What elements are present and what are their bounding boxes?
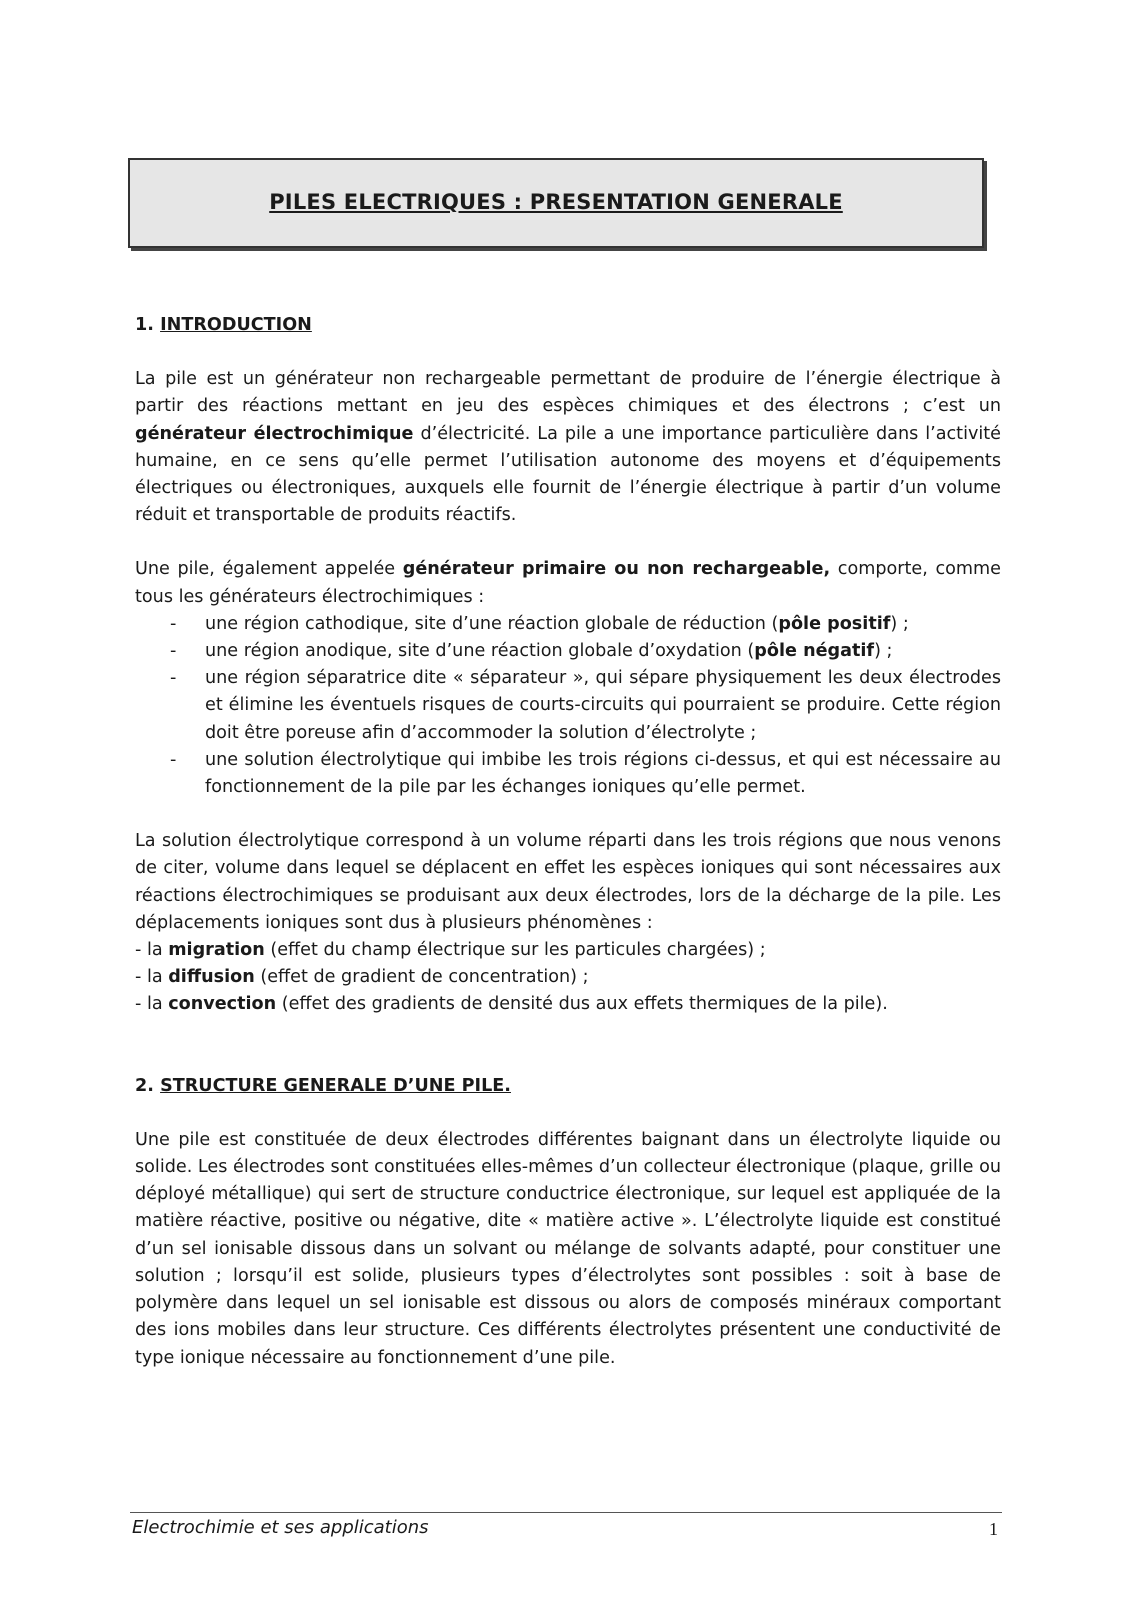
list-item [135,611,1001,638]
text-span: (effet du champ électrique sur les particules chargées) ; [264,940,766,961]
text-span: - la [135,940,169,961]
page-title: PILES ELECTRIQUES : PRESENTATION GENERALE [269,190,843,214]
bold-term: convection [168,994,277,1015]
text-span: ) ; [890,613,909,634]
section2-number: 2. [135,1075,161,1096]
section1-title: INTRODUCTION [160,315,312,335]
dash-bullet: - [170,749,177,770]
section1-paragraph1 [135,366,1001,529]
list-item [135,665,1001,747]
footer-title: Electrochimie et ses applications [132,1517,429,1538]
section1-heading [135,312,1001,339]
page-footer [130,1512,1002,1539]
phenomenon-line [135,964,1001,991]
bold-term: diffusion [168,967,255,988]
title-box [128,158,984,248]
main-content [135,312,1001,1372]
text-span: une solution électrolytique qui imbibe les trois régions ci-dessus, et qui est nécessaire au fonctionnement de la pile par les échanges ioniques qu’elle permet. [205,749,1001,798]
page-number: 1 [989,1519,998,1539]
text-span: Une pile, également appelée [135,559,403,580]
bold-term: générateur primaire ou non rechargeable, [402,559,831,580]
section2-paragraph1: Une pile est constituée de deux électrodes différentes baignant dans un électrolyte liquide ou solide. Les électrodes sont constituées elles-mêmes d’un collecteur électronique (plaque, grille ou déployé métallique) qui sert de structure conductrice électronique, sur lequel est appliquée de la matière réactive, positive ou négative, dite « matière active ». L’électrolyte liquide est constitué d’un sel ionisable dissous dans un solvant ou mélange de solvants adapté, pour constituer une solution ; lorsqu’il est solide, plusieurs types d’électrolytes sont possibles : soit à base de polymère dans lequel un sel ionisable est dissous ou alors de composés minéraux comportant des ions mobiles dans leur structure. Ces différents électrolytes présentent une conductivité de type ionique nécessaire au fonctionnement d’une pile. [135,1129,1001,1368]
text-span: - la [135,967,169,988]
text-span: ) ; [874,641,893,662]
dash-bullet: - [170,668,177,689]
bold-term: générateur électrochimique [135,423,414,444]
phenomenon-line [135,937,1001,964]
text-span: - la [135,994,169,1015]
section1-paragraph2 [135,556,1001,610]
text-span: une région cathodique, site d’une réaction globale de réduction ( [205,613,779,634]
dash-bullet: - [170,641,177,662]
text-span: une région anodique, site d’une réaction globale d’oxydation ( [205,641,755,662]
phenomenon-line [135,991,1001,1018]
section1-number: 1. [135,315,161,335]
section2-heading [135,1073,1001,1100]
bold-term: pôle négatif [754,641,875,662]
text-span: comporte, comme tous les générateurs électrochimiques : [135,559,1002,607]
text-span: une région séparatrice dite « séparateur », qui sépare physiquement les deux électrodes et élimine les éventuels risques de courts-circuits qui pourraient se produire. Cette région doit être poreuse afin d’accommoder la solution d’électrolyte ; [205,668,1001,743]
text-span: La pile est un générateur non rechargeable permettant de produire de l’énergie électrique à partir des réactions mettant en jeu des espèces chimiques et des électrons ; c’est un [135,369,1001,417]
bold-term: pôle positif [778,613,891,634]
list-item [135,638,1001,665]
text-span: d’électricité. La pile a une importance particulière dans l’activité humaine, en ce sens qu’elle permet l’utilisation autonome des moyens et d’équipements électriques ou électroniques, auxquels elle fournit de l’énergie électrique à partir d’un volume réduit et transportable de produits réactifs. [135,423,1001,526]
dash-bullet: - [170,613,177,634]
bold-term: migration [168,940,265,961]
text-span: (effet des gradients de densité dus aux effets thermiques de la pile). [276,994,888,1015]
list-item [135,747,1001,801]
section2-title: STRUCTURE GENERALE D’UNE PILE. [160,1075,511,1096]
region-list [135,611,1001,801]
section1-paragraph3: La solution électrolytique correspond à un volume réparti dans les trois régions que nous venons de citer, volume dans lequel se déplacent en effet les espèces ioniques qui sont nécessaires aux réactions électrochimiques se produisant aux deux électrodes, lors de la décharge de la pile. Les déplacements ioniques sont dus à plusieurs phénomènes : [135,831,1001,933]
text-span: (effet de gradient de concentration) ; [254,967,589,988]
